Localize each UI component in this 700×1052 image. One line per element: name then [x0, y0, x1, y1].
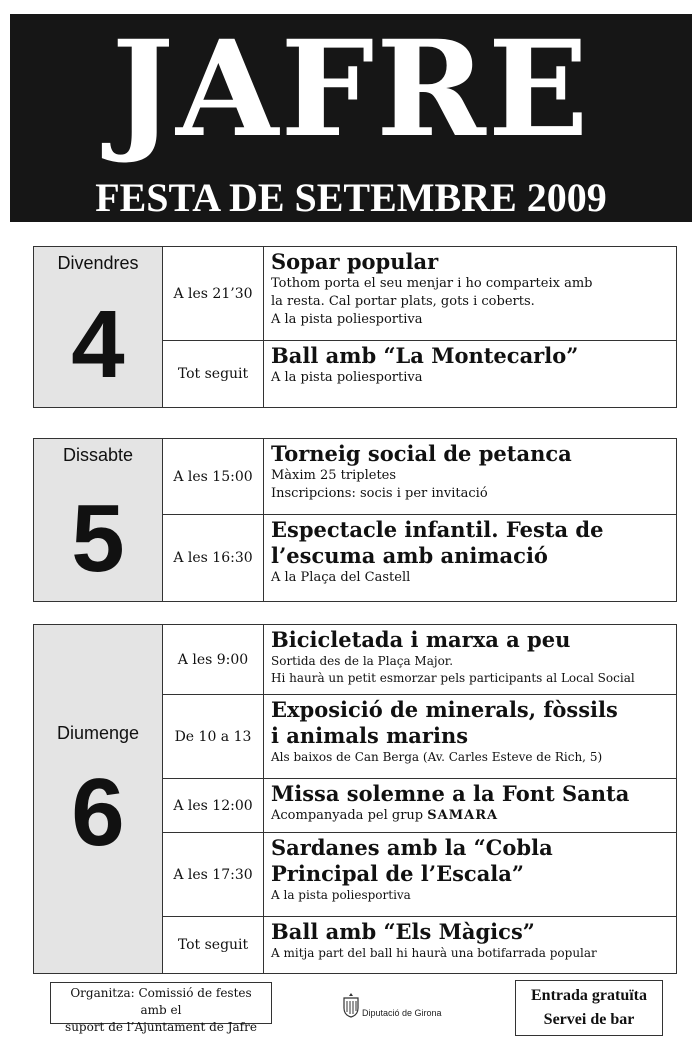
day-number: 4 [71, 291, 125, 398]
event-detail: Tothom porta el seu menjar i ho comparteix amb [271, 276, 593, 291]
event-time: A les 21’30 [163, 247, 264, 340]
event-time: A les 15:00 [163, 439, 264, 514]
event-row [163, 779, 676, 833]
event-row [163, 341, 676, 407]
info-box [515, 980, 663, 1036]
event-detail [271, 807, 668, 825]
organizer-line: suport de l’Ajuntament de Jafre [65, 1020, 257, 1034]
event-location: A la Plaça del Castell [271, 570, 411, 585]
event-time: Tot seguit [163, 341, 264, 407]
event-title: Espectacle infantil. Festa de [271, 517, 604, 542]
event-location: A la pista poliesportiva [271, 888, 411, 902]
event-info [264, 341, 676, 407]
event-time: A les 9:00 [163, 625, 264, 694]
event-info [264, 833, 676, 916]
event-time: De 10 a 13 [163, 695, 264, 778]
event-location: Als baixos de Can Berga (Av. Carles Esteve de Rich, 5) [271, 750, 603, 764]
event-row [163, 247, 676, 341]
event-time: Tot seguit [163, 917, 264, 973]
info-line: Entrada gratuïta [531, 987, 647, 1004]
day-name: Dissabte [62, 445, 134, 465]
event-title: Missa solemne a la Font Santa [271, 781, 630, 806]
event-row [163, 833, 676, 917]
event-info [264, 779, 676, 832]
day-name: Divendres [57, 253, 139, 273]
event-location: A la pista poliesportiva [271, 370, 423, 385]
day-name: Diumenge [56, 723, 140, 743]
event-time: A les 16:30 [163, 515, 264, 601]
event-title: Sardanes amb la “Cobla [271, 835, 553, 860]
event-info [264, 247, 676, 340]
event-row [163, 515, 676, 601]
event-location: A la pista poliesportiva [271, 312, 423, 327]
day-column [34, 439, 163, 601]
day-block-diumenge [33, 624, 677, 974]
event-list [163, 625, 676, 973]
event-time: A les 12:00 [163, 779, 264, 832]
event-row [163, 625, 676, 695]
event-title: i animals marins [271, 723, 469, 748]
day-column [34, 625, 163, 973]
day-column [34, 247, 163, 407]
event-info [264, 439, 676, 514]
event-row [163, 695, 676, 779]
poster-subtitle: FESTA DE SETEMBRE 2009 [95, 175, 607, 220]
day-block-divendres [33, 246, 677, 408]
event-detail: A mitja part del ball hi haurà una botifarrada popular [271, 946, 597, 960]
event-info [264, 917, 676, 973]
event-title: l’escuma amb animació [271, 543, 548, 568]
event-info [264, 515, 676, 601]
event-title: Torneig social de petanca [271, 441, 572, 466]
event-title: Sopar popular [271, 249, 439, 274]
event-title: Ball amb “La Montecarlo” [271, 343, 579, 368]
event-time: A les 17:30 [163, 833, 264, 916]
event-row [163, 439, 676, 515]
event-detail: la resta. Cal portar plats, gots i coberts. [271, 294, 535, 309]
event-info [264, 625, 676, 694]
event-detail: Inscripcions: socis i per invitació [271, 486, 488, 501]
event-title: Ball amb “Els Màgics” [271, 919, 535, 944]
organizer-box [50, 982, 272, 1034]
event-detail: Hi haurà un petit esmorzar pels participants al Local Social [271, 671, 635, 685]
poster-header [10, 14, 692, 222]
event-row [163, 917, 676, 973]
event-list [163, 439, 676, 601]
event-detail: Màxim 25 tripletes [271, 468, 397, 483]
event-list [163, 247, 676, 407]
organizer-line: Organitza: Comissió de festes amb el [70, 986, 252, 1017]
event-title: Principal de l’Escala” [271, 861, 524, 886]
sponsor-name: Diputació de Girona [362, 1008, 442, 1018]
event-title: Bicicletada i marxa a peu [271, 627, 571, 652]
info-line: Servei de bar [543, 1011, 635, 1028]
event-detail: Sortida des de la Plaça Major. [271, 654, 454, 668]
sponsor-logo [340, 990, 460, 1030]
band-name: SAMARA [427, 808, 499, 823]
crest-icon [342, 992, 360, 1018]
day-number: 6 [71, 759, 125, 866]
event-title: Exposició de minerals, fòssils [271, 697, 618, 722]
event-info [264, 695, 676, 778]
day-number: 5 [71, 485, 125, 592]
event-detail-prefix: Acompanyada pel grup [271, 808, 428, 823]
poster-title: JAFRE [111, 12, 591, 167]
day-block-dissabte [33, 438, 677, 602]
